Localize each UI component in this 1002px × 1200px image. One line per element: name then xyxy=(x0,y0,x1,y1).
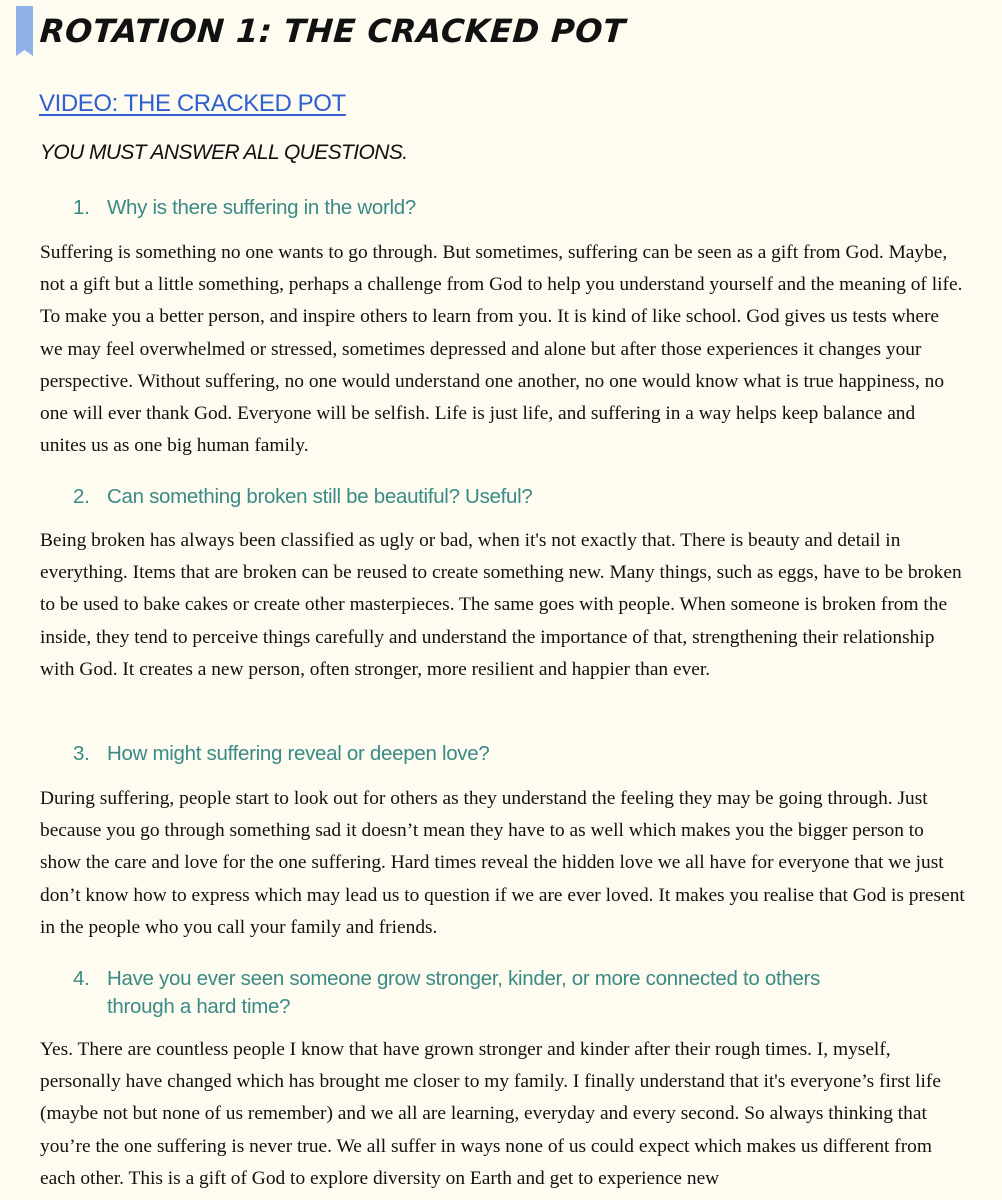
question-text: Have you ever seen someone grow stronger, kinder, or more connected to others through a hard time? xyxy=(107,967,821,1018)
question-heading-3 xyxy=(73,740,873,768)
question-text: Why is there suffering in the world? xyxy=(107,196,417,219)
answer-paragraph-4: Yes. There are countless people I know that have grown stronger and kinder after their rough times. I, myself, personally have changed which has brought me closer to my family. I finally understand that it's everyone’s first life (maybe not but none of us remember) and we all are learning, everyday and every second. So always thinking that you’re the one suffering is never true. We all suffer in ways none of us could expect which makes us different from each other. This is a gift of God to explore diversity on Earth and get to experience new xyxy=(40,1039,941,1189)
page-title: ROTATION 1: THE CRACKED POT xyxy=(38,12,627,50)
question-number: 1. xyxy=(73,196,90,219)
answer-paragraph-1: Suffering is something no one wants to go through. But sometimes, suffering can be seen as a gift from God. Maybe, not a gift but a little something, perhaps a challenge from God to help you understand yourself and the meaning of life. To make you a better person, and inspire others to learn from you. It is kind of like school. God gives us tests where we may feel overwhelmed or stressed, sometimes depressed and alone but after those experiences it changes your perspective. Without suffering, no one would understand one another, no one would know what is true happiness, no one will ever thank God. Everyone will be selfish. Life is just life, and suffering in a way helps keep balance and unites us as one big human family. xyxy=(40,242,963,457)
bookmark-icon[interactable] xyxy=(16,6,33,56)
question-text: Can something broken still be beautiful? Useful? xyxy=(107,485,533,508)
question-heading-4 xyxy=(73,965,863,1021)
question-text: How might suffering reveal or deepen love? xyxy=(107,742,490,765)
instruction-text: YOU MUST ANSWER ALL QUESTIONS. xyxy=(40,141,408,164)
video-link[interactable]: VIDEO: THE CRACKED POT xyxy=(39,90,346,117)
answer-paragraph-2: Being broken has always been classified as ugly or bad, when it's not exactly that. There is beauty and detail in everything. Items that are broken can be reused to create something new. Many things, such as eggs, have to be broken to be used to bake cakes or create other masterpieces. The same goes with people. When someone is broken from the inside, they tend to perceive things carefully and understand the importance of that, strengthening their relationship with God. It creates a new person, often stronger, more resilient and happier than ever. xyxy=(40,530,962,680)
question-number: 2. xyxy=(73,485,90,508)
question-number: 3. xyxy=(73,742,90,765)
answer-paragraph-3: During suffering, people start to look out for others as they understand the feeling they may be going through. Just because you go through something sad it doesn’t mean they have to as well which makes you the bigger person to show the care and love for the one suffering. Hard times reveal the hidden love we all have for everyone that we just don’t know how to express which may lead us to question if we are ever loved. It makes you realise that God is present in the people who you call your family and friends. xyxy=(40,788,965,938)
question-heading-1 xyxy=(73,194,873,222)
question-heading-2 xyxy=(73,483,873,511)
question-number: 4. xyxy=(73,967,90,990)
